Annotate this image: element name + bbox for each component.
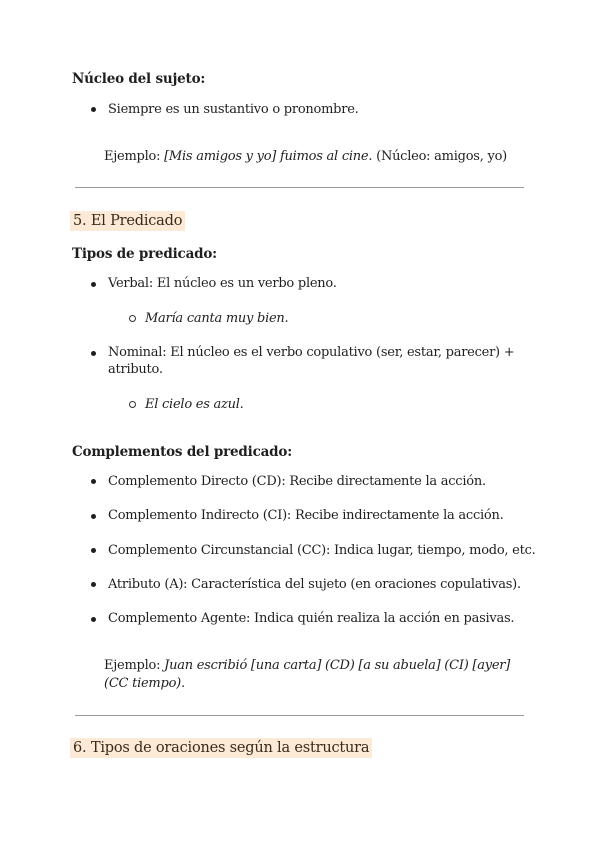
- example-suffix: .: [180, 676, 185, 691]
- example-italic-line2: (CC tiempo): [104, 676, 181, 691]
- bullet-icon: [91, 282, 96, 287]
- section-5-heading: 5. El Predicado: [70, 211, 185, 231]
- example-italic-line1: Juan escribió [una carta] (CD) [a su abuela] (CI) [ayer]: [164, 658, 511, 673]
- example-prefix: Ejemplo:: [104, 658, 165, 673]
- verbal-example: [145, 310, 288, 327]
- complemento-item: Complemento Directo (CD): Recibe directamente la acción.: [108, 474, 486, 489]
- example-italic: [Mis amigos y yo] fuimos al cine.: [164, 149, 373, 164]
- predicado-verbal: Verbal: El núcleo es un verbo pleno.: [108, 276, 337, 291]
- divider: [75, 715, 524, 716]
- sub-bullet-icon: [129, 401, 136, 408]
- complemento-item: Atributo (A): Característica del sujeto (en oraciones copulativas).: [108, 577, 521, 592]
- example-prefix: Ejemplo:: [104, 149, 165, 164]
- complementos-example-line2: [104, 675, 185, 692]
- sub-bullet-icon: [129, 315, 136, 322]
- predicado-nominal-line1: Nominal: El núcleo es el verbo copulativo (ser, estar, parecer) +: [108, 345, 515, 360]
- divider: [75, 187, 524, 188]
- nucleo-title: Núcleo del sujeto:: [72, 71, 206, 87]
- bullet-icon: [91, 479, 96, 484]
- nucleo-example: [104, 148, 507, 165]
- complemento-item: Complemento Indirecto (CI): Recibe indirectamente la acción.: [108, 508, 504, 523]
- nominal-example-text: El cielo es azul.: [145, 397, 244, 412]
- complemento-item: Complemento Agente: Indica quién realiza la acción en pasivas.: [108, 611, 515, 626]
- predicado-nominal-line2: atributo.: [108, 362, 163, 377]
- bullet-icon: [91, 617, 96, 622]
- bullet-icon: [91, 582, 96, 587]
- bullet-icon: [91, 514, 96, 519]
- complementos-example-line1: [104, 657, 510, 674]
- bullet-icon: [91, 351, 96, 356]
- bullet-icon: [91, 548, 96, 553]
- bullet-icon: [91, 107, 96, 112]
- verbal-example-text: María canta muy bien.: [145, 311, 289, 326]
- complemento-item: Complemento Circunstancial (CC): Indica lugar, tiempo, modo, etc.: [108, 543, 536, 558]
- tipos-predicado-title: Tipos de predicado:: [72, 246, 217, 262]
- complementos-title: Complementos del predicado:: [72, 444, 292, 460]
- nucleo-bullet: Siempre es un sustantivo o pronombre.: [108, 102, 359, 117]
- nominal-example: [145, 396, 244, 413]
- example-suffix: (Núcleo: amigos, yo): [372, 149, 507, 164]
- section-6-heading: 6. Tipos de oraciones según la estructura: [70, 738, 372, 758]
